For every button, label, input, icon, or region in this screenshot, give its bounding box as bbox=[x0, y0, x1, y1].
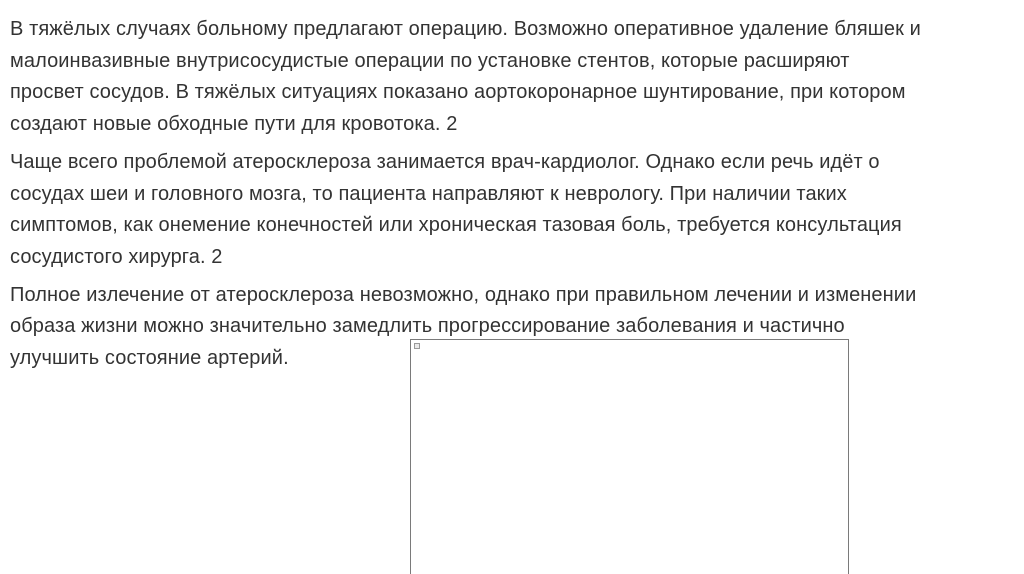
text-line: Чаще всего проблемой атеросклероза занимается врач-кардиолог. Однако если речь идёт о bbox=[10, 150, 880, 173]
embedded-image-frame bbox=[410, 339, 849, 574]
paragraph-treatment bbox=[10, 14, 1010, 141]
text-line: сосудах шеи и головного мозга, то пациента направляют к неврологу. При наличии таких bbox=[10, 182, 847, 205]
text-line: Полное излечение от атеросклероза невозможно, однако при правильном лечении и изменении bbox=[10, 283, 917, 306]
text-line: симптомов, как онемение конечностей или хроническая тазовая боль, требуется консультация bbox=[10, 214, 902, 237]
text-line: создают новые обходные пути для кровотока. 2 bbox=[10, 113, 458, 136]
text-line: В тяжёлых случаях больному предлагают операцию. Возможно оперативное удаление бляшек и bbox=[10, 18, 921, 40]
text-content bbox=[10, 14, 1010, 381]
paragraph-specialists bbox=[10, 147, 1010, 274]
text-line: образа жизни можно значительно замедлить прогрессирование заболевания и частично bbox=[10, 315, 845, 338]
broken-image-icon bbox=[414, 343, 420, 349]
text-line: малоинвазивные внутрисосудистые операции по установке стентов, которые расширяют bbox=[10, 49, 850, 72]
text-line: улучшить состояние артерий. bbox=[10, 347, 289, 370]
text-line: сосудистого хирурга. 2 bbox=[10, 245, 223, 268]
text-line: просвет сосудов. В тяжёлых ситуациях показано аортокоронарное шунтирование, при котором bbox=[10, 81, 906, 104]
